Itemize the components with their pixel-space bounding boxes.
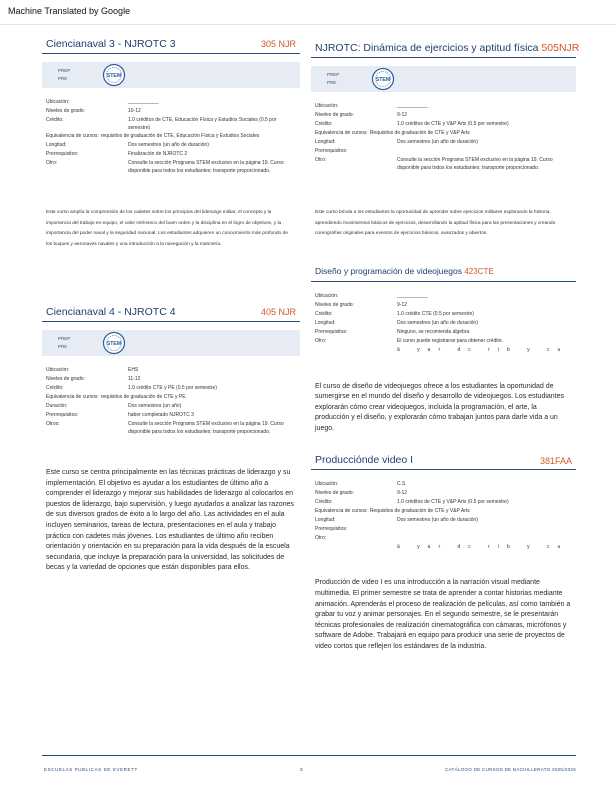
field-label: Niveles de grado: — [46, 376, 85, 382]
course-description: El curso de diseño de videojuegos ofrece a los estudiantes la oportunidad de sumergirse en el mundo del diseño y desarrollo de videojuegos. Los estudiantes explorarán cómo crear videojuegos, incluida la programación, el arte, la producción y el diseño, y explorarán cómo trabajan juntos para darle vida a un juego. — [315, 382, 565, 432]
field-label: Prerrequisitos: — [315, 148, 348, 154]
field-label: Niveles de grado: — [315, 301, 354, 308]
course-code: 305 NJR — [260, 39, 296, 49]
machine-translation-banner — [0, 0, 616, 25]
field-value: C.S — [397, 481, 406, 488]
field-label: Longitud: — [315, 517, 336, 524]
field-label: Crédito: — [46, 117, 64, 123]
field-label: Prerrequisitos: — [315, 526, 348, 533]
program-tags — [58, 67, 70, 83]
program-tag: PREP — [58, 68, 71, 73]
header-divider — [311, 469, 576, 470]
course-code: 423CTE — [464, 266, 494, 276]
machine-translation-label: Machine Translated by Google — [8, 6, 131, 16]
field-row — [311, 328, 576, 337]
field-value: 10-12 — [128, 108, 141, 114]
right-column — [311, 34, 580, 653]
field-row — [311, 111, 576, 120]
field-row — [311, 525, 576, 534]
field-row — [42, 141, 300, 150]
course-description: Este curso amplía la comprensión de los cadetes sobre los principios del liderazgo militar, el concepto y la importancia del trabajo en equipo, el valor intrínseco del buen orden y la disciplina en el logro de objetivos, y la importancia del poder naval y la seguridad nacional. Los estudiantes adquieren un conocimiento más profundo de los buques y aeronaves navales y una introducción a la navegación y la marinería. — [46, 210, 288, 247]
field-value: ä yar dc rib y cu — [397, 346, 569, 353]
field-row — [311, 102, 576, 111]
field-label: Prerrequisitos: — [46, 412, 79, 418]
field-row — [311, 480, 576, 489]
field-label: Otro: — [315, 157, 327, 163]
field-label: Niveles de grado: — [315, 112, 354, 118]
program-band — [311, 66, 576, 92]
stem-logo-text: STEM — [106, 73, 122, 80]
course-fields — [42, 98, 300, 198]
course-fields — [311, 480, 576, 568]
field-row — [311, 534, 576, 543]
header-divider — [311, 57, 576, 58]
course-header — [42, 34, 300, 54]
course-section — [311, 34, 580, 240]
field-value: requisitos de graduación de CTE y PE — [100, 394, 186, 400]
course-title — [315, 266, 494, 276]
field-value: Consulte la sección Programa STEM exclusivo en la página 19. Curso disponible para todos los estudiantes; transporte proporcionado. — [128, 421, 284, 435]
program-tag: PRE — [58, 344, 68, 349]
course-title-text: Diseño y programación de videojuegos — [315, 265, 462, 276]
header-divider — [311, 281, 576, 282]
course-header — [311, 262, 576, 282]
field-label: Ubicación: — [315, 292, 339, 299]
field-value: Ninguno, se recomienda álgebra — [397, 328, 470, 335]
field-row — [311, 489, 576, 498]
field-value: 1.0 crédito CTE (0.5 por semestre) — [397, 310, 474, 317]
field-label: Prerrequisitos: — [46, 151, 79, 157]
field-row — [311, 138, 576, 147]
field-label: Crédito: — [315, 499, 333, 506]
program-tag: PREP — [327, 72, 340, 77]
field-value: EHS — [128, 367, 139, 373]
program-band — [42, 330, 300, 356]
field-value: Requisitos de graduación de CTE y V&P Arts — [369, 130, 470, 136]
field-row — [311, 129, 576, 138]
field-label: Duración: — [46, 403, 68, 409]
field-value: El curso puede registrarse para obtener crédito. — [397, 337, 503, 344]
field-label: Crédito: — [46, 385, 64, 391]
field-label: Equivalencia de cursos: — [46, 133, 99, 139]
field-value: Dos semestres (un año de duración) — [397, 517, 478, 524]
field-row — [311, 319, 576, 328]
course-header — [42, 302, 300, 322]
course-section — [42, 302, 300, 574]
field-value: 9-12 — [397, 301, 408, 308]
course-title: Producciónde video I — [315, 454, 414, 467]
field-label: Crédito: — [315, 310, 333, 317]
field-label: Longitud: — [46, 142, 67, 148]
field-value: 9-12 — [397, 112, 408, 118]
field-label: Equivalencia de cursos: — [315, 130, 368, 136]
field-value: ___________ — [397, 292, 428, 299]
field-label: Niveles de grado: — [46, 108, 85, 114]
program-tag: PRE — [327, 80, 337, 85]
course-fields — [311, 292, 576, 372]
field-row — [311, 301, 576, 310]
footer-catalog: CATÁLOGO DE CURSOS DE BACHILLERATO 2025/2026 — [445, 767, 576, 772]
course-description: Este curso se centra principalmente en las técnicas prácticas de liderazgo y su implementación. El objetivo es ayudar a los estudiantes de último año a comprender el liderazgo y mejorar sus habilidades de liderazgo al colocarlos en puestos de liderazgo, bajo supervisión, y luego ayudarlos a analizar las razones de sus diversos grados de éxito a lo largo del año. Las actividades en el aula incluyen seminarios, tareas de lectura, presentaciones en el aula y trabajo práctico con cadetes más jóvenes. Los estudiantes de último año reciben orientación y orientación en su preparación para la vida después de la escuela secundaria, que incluye la preparación para la universidad, las solicitudes de becas y la variedad de opciones que están disponibles para ellos. — [46, 469, 294, 572]
field-label: Prerrequisitos: — [315, 328, 348, 335]
course-fields — [311, 102, 576, 198]
course-description: Producción de video I es una introducción a la narración visual mediante multimedia. El primer semestre se trata de aprender a contar historias mediante animación. Aprenderás el proceso de realización de películas, así como también a grabar tu voz y animar personajes. En el segundo semestre, se le presentarán técnicas profesionales de realización cinematográfica con cámaras, micrófonos y software de Adobe. Trabajará en equipo para producir una serie de proyectos de video cortos que reflejen los estándares de la industria. — [315, 579, 571, 651]
field-row — [311, 516, 576, 525]
header-divider — [42, 321, 300, 322]
field-label: Crédito: — [315, 121, 333, 127]
field-label: Longitud: — [315, 139, 336, 145]
page-footer — [42, 755, 576, 772]
field-row — [42, 384, 300, 393]
field-value: Dos semestres (un año de duración) — [397, 139, 478, 145]
field-value: ä yar dc rib y cu — [397, 544, 569, 551]
field-value: 1.0 crédito CTE y PE (0.5 por semestre) — [128, 385, 217, 391]
course-title-text: NJROTC: Dinámica de ejercicios y aptitud física — [315, 42, 539, 54]
field-row — [311, 507, 576, 516]
program-band — [42, 62, 300, 88]
field-value: Requisitos de graduación de CTE y V&P Arts — [369, 508, 470, 515]
field-label: Equivalencia de cursos: — [46, 394, 99, 400]
field-label: Niveles de grado: — [315, 490, 354, 497]
field-value: Consulte la sección Programa STEM exclusivo en la página 19. Curso disponible para todos los estudiantes; transporte proporcionado. — [128, 160, 284, 174]
field-row — [311, 147, 576, 156]
course-section — [42, 34, 300, 264]
course-title: Ciencianaval 3 - NJROTC 3 — [46, 38, 176, 50]
stem-logo-icon — [102, 63, 126, 87]
stem-logo-icon — [102, 331, 126, 355]
field-label: Ubicación: — [315, 481, 339, 488]
course-code: 505NJR — [541, 42, 580, 54]
field-row — [311, 543, 576, 552]
field-label: Otro: — [315, 535, 327, 542]
course-code: 405 NJR — [260, 307, 296, 317]
field-value: Finalización de NJROTC 2 — [128, 151, 188, 157]
field-row — [311, 292, 576, 301]
field-value: Dos semestres (un año) — [128, 403, 182, 409]
field-value: requisitos de graduación de CTE, Educación Física y Estudios Sociales — [100, 133, 260, 139]
field-row — [42, 402, 300, 411]
course-title — [315, 42, 579, 54]
field-row — [311, 498, 576, 507]
field-row — [311, 310, 576, 319]
stem-logo-text: STEM — [106, 341, 122, 348]
field-value: 1.0 créditos de CTE y V&P Arts (0.5 por semestre) — [397, 499, 509, 506]
field-row — [311, 120, 576, 129]
footer-page-number: 3 — [300, 767, 303, 772]
field-value: haber completado NJROTC 3 — [128, 412, 194, 418]
program-tag: PREP — [58, 336, 71, 341]
field-label: Otro: — [46, 160, 58, 166]
field-row — [42, 116, 300, 132]
field-row — [311, 346, 576, 355]
field-row — [42, 150, 300, 159]
course-title: Ciencianaval 4 - NJROTC 4 — [46, 306, 176, 318]
field-label: Otro: — [315, 337, 327, 344]
field-row — [311, 156, 576, 172]
field-row — [42, 375, 300, 384]
field-value: 9-12 — [397, 490, 408, 497]
course-header — [311, 448, 576, 470]
field-value: 1.0 créditos de CTE, Educación Física y Estudios Sociales (0.5 por semestre) — [128, 117, 277, 131]
field-value: Dos semestres (un año de duración) — [397, 319, 478, 326]
field-row — [42, 107, 300, 116]
program-tags — [327, 71, 339, 87]
field-value: Dos semestres (un año de duración) — [128, 142, 209, 148]
field-value: 11-12 — [128, 376, 141, 382]
course-description: Este curso brinda a los estudiantes la oportunidad de aprender sobre ejercicios militares explorando la historia, aprendiendo movimientos básicos de ejercicios, desarrollando la aptitud física para las presentaciones y creando coreografías originales para eventos de ejercicios básicos, avanzados y abiertos. — [315, 210, 556, 236]
header-divider — [42, 53, 300, 54]
footer-school: ESCUELAS PÚBLICAS DE EVERETT — [44, 767, 138, 772]
course-fields — [42, 366, 300, 458]
course-section — [311, 448, 576, 652]
course-section — [311, 262, 576, 435]
field-label: Otros: — [46, 421, 60, 427]
field-label: Ubicación: — [315, 103, 339, 109]
field-row — [42, 393, 300, 402]
field-value: 1.0 créditos de CTE y V&P Arts (0.5 por semestre) — [397, 121, 509, 127]
field-row — [42, 420, 300, 436]
field-row — [42, 159, 300, 175]
field-row — [42, 98, 300, 107]
field-row — [42, 411, 300, 420]
field-value: ___________ — [128, 99, 159, 105]
program-tag: PRE — [58, 76, 68, 81]
stem-logo-icon — [371, 67, 395, 91]
field-label: Longitud: — [315, 319, 336, 326]
field-label: Equivalencia de cursos: — [315, 508, 368, 515]
program-tags — [58, 335, 70, 351]
field-label: Ubicación: — [46, 367, 70, 373]
course-header — [311, 34, 580, 58]
field-row — [42, 366, 300, 375]
left-column — [42, 34, 300, 574]
course-code: 381FAA — [539, 456, 572, 467]
field-label: Ubicación: — [46, 99, 70, 105]
stem-logo-text: STEM — [375, 77, 391, 84]
field-value: Consulte la sección Programa STEM exclusivo en la página 19. Curso disponible para todos los estudiantes; transporte proporcionado. — [397, 157, 553, 171]
field-value: ___________ — [397, 103, 428, 109]
field-row — [311, 337, 576, 346]
field-row — [42, 132, 300, 141]
